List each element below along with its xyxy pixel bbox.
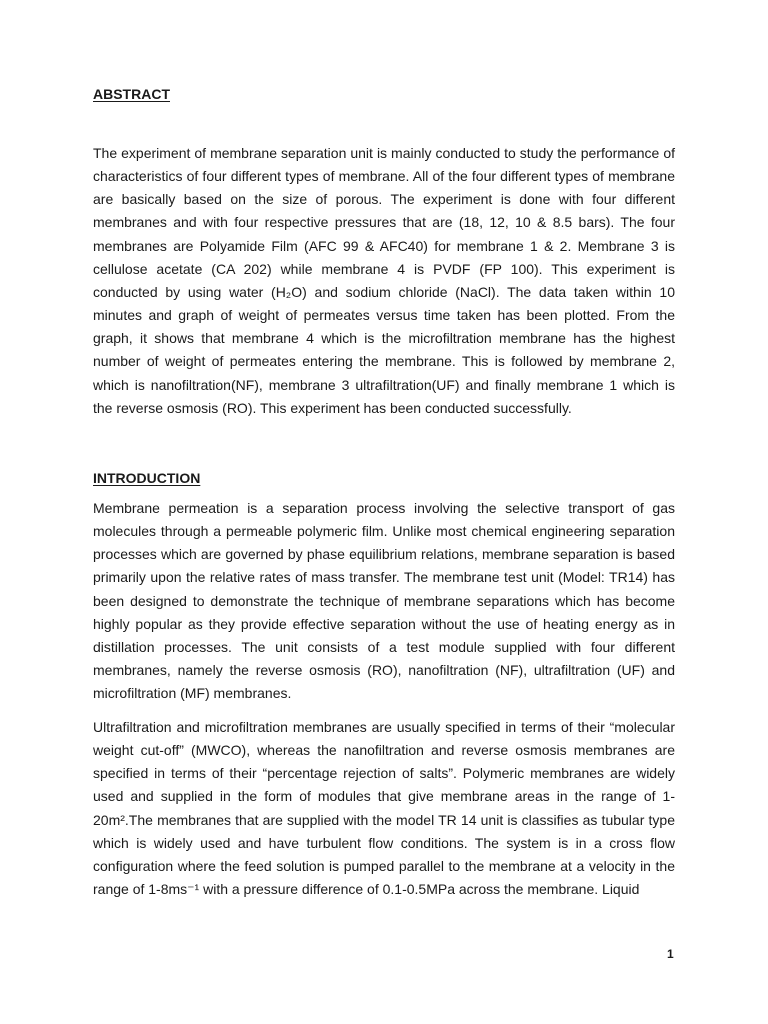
introduction-paragraph-1: Membrane permeation is a separation process involving the selective transport of gas molecules through a permeable polymeric film. Unlike most chemical engineering separation processes which are governed by phase equilibrium relations, membrane separation is based primarily upon the relative rates of mass transfer. The membrane test unit (Model: TR14) has been designed to demonstrate the technique of membrane separations which has become highly popular as they provide effective separation without the use of heating energy as in distillation processes. The unit consists of a test module supplied with four different membranes, namely the reverse osmosis (RO), nanofiltration (NF), ultrafiltration (UF) and microfiltration (MF) membranes. — [93, 500, 675, 702]
abstract-heading: ABSTRACT — [93, 86, 170, 102]
abstract-paragraph: The experiment of membrane separation unit is mainly conducted to study the performance of characteristics of four different types of membrane. All of the four different types of membrane are basically based on the size of porous. The experiment is done with four different membranes and with four respective pressures that are (18, 12, 10 & 8.5 bars). The four membranes are Polyamide Film (AFC 99 & AFC40) for membrane 1 & 2. Membrane 3 is cellulose acetate (CA 202) while membrane 4 is PVDF (FP 100). This experiment is conducted by using water (H₂O) and sodium chloride (NaCl). The data taken within 10 minutes and graph of weight of permeates versus time taken has been plotted. From the graph, it shows that membrane 4 which is the microfiltration membrane has the highest number of weight of permeates entering the membrane. This is followed by membrane 2, which is nanofiltration(NF), membrane 3 ultrafiltration(UF) and finally membrane 1 which is the reverse osmosis (RO). This experiment has been conducted successfully. — [93, 145, 675, 416]
introduction-paragraph-2: Ultrafiltration and microfiltration membranes are usually specified in terms of their “molecular weight cut-off” (MWCO), whereas the nanofiltration and reverse osmosis membranes are specified in terms of their “percentage rejection of salts”. Polymeric membranes are widely used and supplied in the form of modules that give membrane areas in the range of 1-20m².The membranes that are supplied with the model TR 14 unit is classifies as tubular type which is widely used and have turbulent flow conditions. The system is in a cross flow configuration where the feed solution is pumped parallel to the membrane at a velocity in the range of 1-8ms⁻¹ with a pressure difference of 0.1-0.5MPa across the membrane. Liquid — [93, 719, 675, 898]
introduction-heading: INTRODUCTION — [93, 470, 201, 486]
page-number: 1 — [667, 947, 674, 961]
